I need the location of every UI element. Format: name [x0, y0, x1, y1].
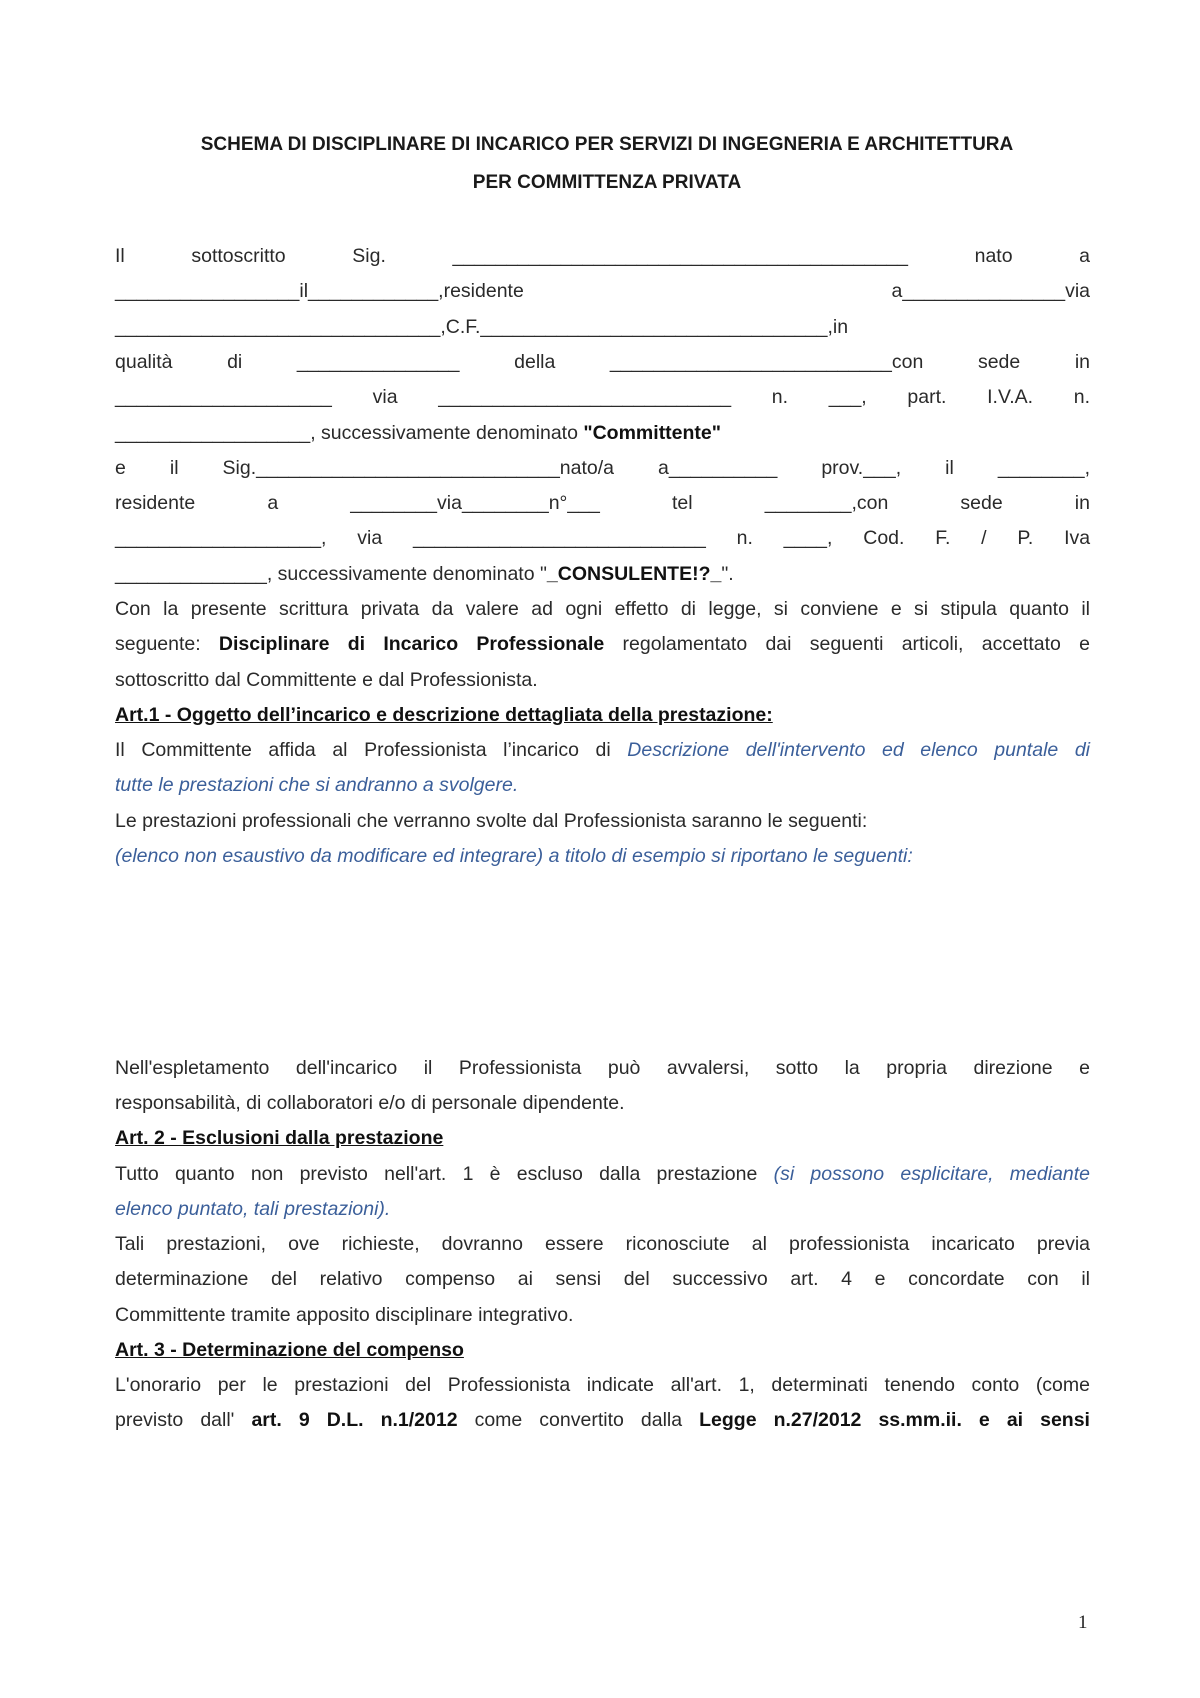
form-line-3: ______________________________,C.F.________________________________,in — [115, 316, 849, 338]
form-line-7: e il Sig.____________________________nato/a a__________ prov.___, il ________, — [115, 457, 1091, 479]
disciplinare-title: Disciplinare di Incarico Professionale — [218, 633, 605, 655]
form-line-6: __________________, successivamente denominato "Committente" — [115, 422, 722, 444]
art2-line-4: determinazione del relativo compenso ai sensi del successivo art. 4 e concordate con il — [115, 1268, 1090, 1290]
consulente-label: _CONSULENTE!?_ — [546, 563, 722, 585]
art1-line-4: (elenco non esaustivo da modificare ed integrare) a titolo di esempio si riportano le seguenti: — [115, 845, 913, 867]
art1-line-3: Le prestazioni professionali che verranno svolte dal Professionista saranno le seguenti: — [115, 810, 868, 832]
art1-line-1: Il Committente affida al Professionista l’incarico di Descrizione dell'intervento ed elenco puntale di — [115, 739, 1090, 761]
art3-line-2: previsto dall' art. 9 D.L. n.1/2012 come convertito dalla Legge n.27/2012 ss.mm.ii. e ai sensi — [115, 1409, 1090, 1431]
art2-line-5: Committente tramite apposito disciplinare integrativo. — [115, 1304, 574, 1326]
form-line-5: ____________________ via ___________________________ n. ___, part. I.V.A. n. — [115, 386, 1091, 408]
intro-line-2: seguente: Disciplinare di Incarico Professionale regolamentato dai seguenti articoli, accettato e — [115, 633, 1090, 655]
art2-heading: Art. 2 - Esclusioni dalla prestazione — [115, 1127, 444, 1149]
art2-line-3: Tali prestazioni, ove richieste, dovranno essere riconosciute al professionista incaricato previa — [115, 1233, 1090, 1255]
page-number: 1 — [1078, 1612, 1088, 1633]
art1-heading: Art.1 - Oggetto dell’incarico e descrizione dettagliata della prestazione: — [115, 704, 773, 726]
committente-label: "Committente" — [583, 422, 722, 444]
form-line-4: qualità di _______________ della __________________________con sede in — [115, 351, 1091, 373]
art3-heading: Art. 3 - Determinazione del compenso — [115, 1339, 464, 1361]
art1-line-6: responsabilità, di collaboratori e/o di personale dipendente. — [115, 1092, 625, 1114]
form-line-10: ______________, successivamente denominato "_CONSULENTE!?_". — [115, 563, 734, 585]
form-line-1: Il sottoscritto Sig. __________________________________________ nato a — [115, 245, 1091, 267]
form-line-2: _________________il____________,residente a_______________via — [115, 280, 1090, 302]
art1-line-2: tutte le prestazioni che si andranno a svolgere. — [115, 774, 519, 796]
art1-line-5: Nell'espletamento dell'incarico il Professionista può avvalersi, sotto la propria direzione e — [115, 1057, 1090, 1079]
art2-line-2: elenco puntato, tali prestazioni). — [115, 1198, 391, 1220]
art2-line-1: Tutto quanto non previsto nell'art. 1 è escluso dalla prestazione (si possono esplicitare, mediante — [115, 1163, 1091, 1185]
art3-line-1: L'onorario per le prestazioni del Professionista indicate all'art. 1, determinati tenendo conto (come — [115, 1374, 1090, 1396]
form-line-8: residente a ________via________n°___ tel ________,con sede in — [115, 492, 1090, 514]
form-line-9: ___________________, via ___________________________ n. ____, Cod. F. / P. Iva — [115, 527, 1091, 549]
intro-line-3: sottoscritto dal Committente e dal Professionista. — [115, 669, 538, 691]
intro-line-1: Con la presente scrittura privata da valere ad ogni effetto di legge, si conviene e si stipula quanto il — [115, 598, 1090, 620]
document-title-line-2: PER COMMITTENZA PRIVATA — [472, 172, 742, 193]
document-title-line-1: SCHEMA DI DISCIPLINARE DI INCARICO PER SERVIZI DI INGEGNERIA E ARCHITETTURA — [200, 134, 1014, 155]
